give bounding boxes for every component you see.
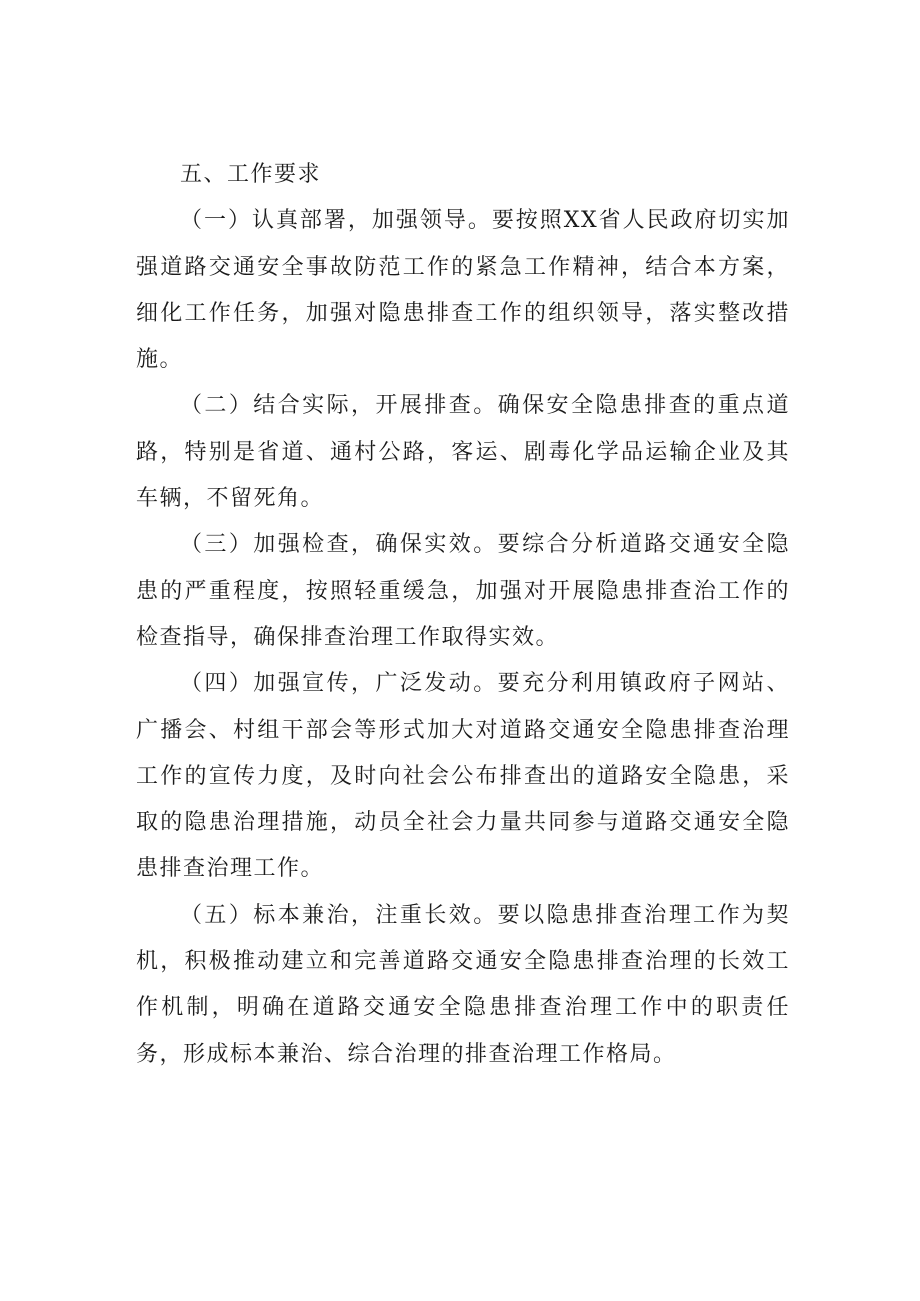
paragraph-4: （四）加强宣传，广泛发动。要充分利用镇政府子网站、广播会、村组干部会等形式加大对道路交通安全隐患排查治理工作的宣传力度，及时向社会公布排查出的道路安全隐患，采取的隐患治理措施，动员全社会力量共同参与道路交通安全隐患排查治理工作。 <box>136 671 790 882</box>
section-heading: 五、工作要求 <box>180 162 322 187</box>
document-body <box>136 152 790 1078</box>
paragraph-1: （一）认真部署，加强领导。要按照XX省人民政府切实加强道路交通安全事故防范工作的紧急工作精神，结合本方案，细化工作任务，加强对隐患排查工作的组织领导，落实整改措施。 <box>136 208 790 373</box>
paragraph-3: （三）加强检查，确保实效。要综合分析道路交通安全隐患的严重程度，按照轻重缓急，加强对开展隐患排查治工作的检查指导，确保排查治理工作取得实效。 <box>136 532 790 650</box>
paragraph-2: （二）结合实际，开展排查。确保安全隐患排查的重点道路，特别是省道、通村公路，客运、剧毒化学品运输企业及其车辆，不留死角。 <box>136 393 790 512</box>
paragraph-5: （五）标本兼治，注重长效。要以隐患排查治理工作为契机，积极推动建立和完善道路交通安全隐患排查治理的长效工作机制，明确在道路交通安全隐患排查治理工作中的职责任务，形成标本兼治、综合治理的排查治理工作格局。 <box>136 902 790 1067</box>
